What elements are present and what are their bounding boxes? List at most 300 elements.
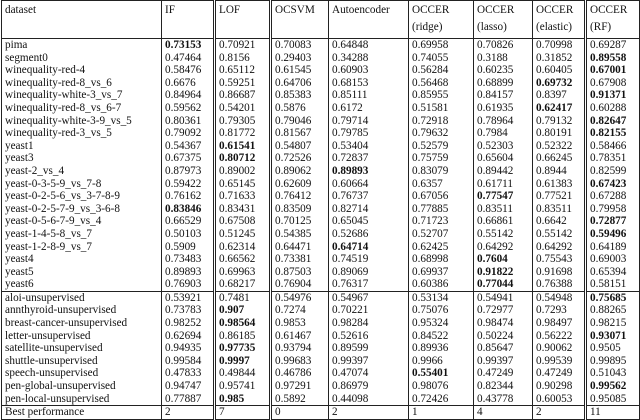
cell: 0.51245 [215,228,271,241]
results-table [1,0,640,420]
cell: 0.60664 [329,178,409,191]
best-value: 0.62417 [536,101,573,114]
cell: 0.76162 [162,190,215,203]
dataset-name: aloi-unsupervised [2,291,162,304]
best-value: 0.61541 [219,139,256,152]
cell: 0.8944 [533,165,586,178]
column-header: OCSVM [271,1,329,39]
cell [586,115,640,128]
cell: 0.52579 [409,140,474,153]
dataset-name: speech-unsupervised [2,367,162,380]
cell: 0.9966 [409,355,474,368]
cell: 0.65394 [586,266,640,279]
column-header: Autoencoder [329,1,409,39]
cell: 0.67288 [586,190,640,203]
cell: 0.47249 [533,367,586,380]
dataset-name: winequality-red-8_vs_6-7 [2,102,162,115]
dataset-name: segment0 [2,52,162,65]
cell: 0.53921 [162,291,215,304]
cell: 0.95085 [586,393,640,406]
cell: 0.61545 [271,64,329,77]
cell [533,102,586,115]
best-value: 0.59496 [590,227,627,240]
cell: 0.54967 [329,291,409,304]
cell: 0.67056 [409,190,474,203]
cell: 0.87973 [162,165,215,178]
best-value: 0.7604 [477,253,508,266]
cell [474,253,533,266]
cell: 0.68998 [409,253,474,266]
table-row [2,152,640,165]
dataset-name: shuttle-unsupervised [2,355,162,368]
cell: 0.54976 [271,291,329,304]
table-row [2,102,640,115]
cell [474,190,533,203]
cell [215,317,271,330]
table-row [2,89,640,102]
best-value: 0.82647 [590,114,627,127]
cell: 0.9853 [271,317,329,330]
cell: 0.43778 [474,393,533,406]
cell: 0 [271,406,329,420]
cell: 0.62609 [271,178,329,191]
cell [162,203,215,216]
cell: 0.58466 [586,140,640,153]
dataset-name: yeast-2_vs_4 [2,165,162,178]
cell: 0.52303 [474,140,533,153]
cell [586,178,640,191]
dataset-name: breast-cancer-unsupervised [2,317,162,330]
cell: 0.68153 [329,77,409,90]
cell: 0.76903 [162,278,215,291]
column-header: LOF [215,1,271,39]
cell: 0.94747 [162,380,215,393]
cell: 0.58476 [162,64,215,77]
cell: 0.80361 [162,115,215,128]
best-value: 0.67001 [590,64,627,77]
cell: 0.71633 [215,190,271,203]
cell: 0.52707 [409,228,474,241]
cell: 0.61711 [474,178,533,191]
cell: 0.3188 [474,52,533,65]
cell: 0.75759 [409,152,474,165]
cell: 0.46786 [271,367,329,380]
cell: 0.60386 [409,278,474,291]
cell [474,266,533,279]
table-row [2,241,640,254]
cell: 0.47074 [329,367,409,380]
best-value: 0.64714 [332,240,369,253]
cell: 0.83431 [215,203,271,216]
cell: 0.81567 [271,127,329,140]
cell: 0.93794 [271,342,329,355]
cell: 0.80191 [533,127,586,140]
cell: 0.59562 [162,102,215,115]
best-value: 0.55401 [412,367,449,380]
best-value: 0.89558 [590,51,627,64]
cell: 0.66861 [474,215,533,228]
dataset-name: yeast4 [2,253,162,266]
cell: 0.70221 [329,304,409,317]
cell: 0.79785 [329,127,409,140]
dataset-name: pen-global-unsupervised [2,380,162,393]
column-header: IF [162,1,215,39]
cell [533,77,586,90]
cell: 0.89002 [215,165,271,178]
cell: 0.87503 [271,266,329,279]
best-value: 0.80712 [219,152,256,165]
cell: 0.6642 [533,215,586,228]
cell: 0.60235 [474,64,533,77]
column-header: OCCER (lasso) [474,1,533,39]
cell: 0.89062 [271,165,329,178]
best-value: 0.77547 [477,190,514,203]
cell: 0.66529 [162,215,215,228]
cell: 0.85955 [409,89,474,102]
cell: 0.94935 [162,342,215,355]
cell: 0.85647 [474,342,533,355]
best-value: 0.89893 [332,164,369,177]
table-row [2,64,640,77]
dataset-name: Best performance [2,406,162,420]
cell [586,330,640,343]
cell: 0.5892 [271,393,329,406]
column-header: OCCER (ridge) [409,1,474,39]
cell: 0.72837 [329,152,409,165]
cell: 0.70998 [533,39,586,52]
cell: 4 [474,406,533,420]
table-row [2,367,640,380]
cell: 0.51043 [586,367,640,380]
cell: 0.70921 [215,39,271,52]
cell: 0.59422 [162,178,215,191]
cell [409,367,474,380]
cell [586,52,640,65]
best-value: 0.907 [219,304,245,317]
cell: 0.78964 [474,115,533,128]
cell [586,380,640,393]
cell: 0.99683 [271,355,329,368]
cell: 0.60053 [533,393,586,406]
cell [474,278,533,291]
cell: 0.69963 [215,266,271,279]
table-row [2,342,640,355]
table-row [2,228,640,241]
cell: 0.60903 [329,64,409,77]
cell: 0.70826 [474,39,533,52]
cell: 0.73381 [271,253,329,266]
cell: 0.61467 [271,330,329,343]
cell: 0.53404 [329,140,409,153]
cell: 0.72977 [474,304,533,317]
table-row [2,304,640,317]
cell: 0.99539 [533,355,586,368]
table-row [2,215,640,228]
cell: 0.89069 [329,266,409,279]
dataset-name: yeast1 [2,140,162,153]
cell: 0.76317 [329,278,409,291]
best-value: 0.97735 [219,342,256,355]
header-row [2,1,640,39]
cell: 0.64706 [271,77,329,90]
dataset-name: yeast-0-2-5-7-9_vs_3-6-8 [2,203,162,216]
cell: 0.54941 [474,291,533,304]
cell: 0.79958 [586,203,640,216]
cell: 0.79046 [271,115,329,128]
cell: 0.54948 [533,291,586,304]
cell [215,140,271,153]
best-value: 0.985 [219,392,245,405]
cell: 0.9505 [586,342,640,355]
cell: 0.75543 [533,253,586,266]
cell: 0.47833 [162,367,215,380]
cell: 0.83511 [474,203,533,216]
cell: 0.61935 [474,102,533,115]
cell: 0.51581 [409,102,474,115]
cell: 0.89599 [329,342,409,355]
cell: 0.75076 [409,304,474,317]
best-value: 0.75685 [590,291,627,304]
cell: 0.65112 [215,64,271,77]
dataset-name: yeast6 [2,278,162,291]
cell: 0.64471 [271,241,329,254]
cell: 0.64292 [474,241,533,254]
cell: 0.84964 [162,89,215,102]
cell [215,355,271,368]
best-value: 0.67423 [590,177,627,190]
cell: 0.86185 [215,330,271,343]
cell: 0.64292 [533,241,586,254]
cell: 0.61383 [533,178,586,191]
cell: 0.66562 [215,253,271,266]
cell: 0.79632 [409,127,474,140]
cell: 0.55142 [474,228,533,241]
cell: 0.77887 [162,393,215,406]
dataset-name: yeast-0-3-5-9_vs_7-8 [2,178,162,191]
cell: 0.70125 [271,215,329,228]
best-value: 0.83846 [165,202,202,215]
cell: 0.72526 [271,152,329,165]
table-row [2,140,640,153]
cell: 0.66245 [533,152,586,165]
cell: 0.68899 [474,77,533,90]
cell: 0.98474 [474,317,533,330]
dataset-name: yeast-0-5-6-7-9_vs_4 [2,215,162,228]
table-row [2,266,640,279]
cell: 0.56222 [533,330,586,343]
best-value: 0.72877 [590,215,627,228]
cell: 0.84157 [474,89,533,102]
cell [162,39,215,52]
cell: 0.81772 [215,127,271,140]
table-row [2,393,640,406]
cell: 0.69003 [586,253,640,266]
cell [215,393,271,406]
cell: 0.98252 [162,317,215,330]
cell: 0.86979 [329,380,409,393]
cell: 0.69958 [409,39,474,52]
cell: 0.89936 [409,342,474,355]
cell: 0.69937 [409,266,474,279]
cell: 2 [162,406,215,420]
cell: 0.99584 [162,355,215,368]
cell: 0.70083 [271,39,329,52]
cell: 0.59251 [215,77,271,90]
best-value: 0.98564 [219,317,256,330]
cell: 0.83509 [271,203,329,216]
dataset-name: winequality-red-8_vs_6 [2,77,162,90]
cell: 0.69287 [586,39,640,52]
table-row [2,380,640,393]
cell: 0.7481 [215,291,271,304]
table-row [2,291,640,304]
cell [586,215,640,228]
cell: 0.79714 [329,115,409,128]
cell: 0.6172 [329,102,409,115]
cell [586,127,640,140]
dataset-name: yeast5 [2,266,162,279]
cell: 0.90298 [533,380,586,393]
cell: 0.34288 [329,52,409,65]
table-row [2,253,640,266]
cell: 0.7274 [271,304,329,317]
cell: 0.67508 [215,215,271,228]
cell: 0.47464 [162,52,215,65]
cell: 0.8397 [533,89,586,102]
cell: 0.91698 [533,266,586,279]
cell: 0.82599 [586,165,640,178]
cell: 0.49844 [215,367,271,380]
table-row [2,330,640,343]
cell: 0.67375 [162,152,215,165]
dataset-name: winequality-white-3-9_vs_5 [2,115,162,128]
dataset-name: yeast3 [2,152,162,165]
cell: 0.7984 [474,127,533,140]
table-row [2,355,640,368]
dataset-name: pen-local-unsupervised [2,393,162,406]
best-value: 0.77044 [477,278,514,291]
cell: 0.56284 [409,64,474,77]
best-value: 0.99562 [590,380,627,393]
cell: 0.78351 [586,152,640,165]
table-row [2,127,640,140]
cell: 0.79092 [162,127,215,140]
cell: 0.79132 [533,115,586,128]
table-row [2,77,640,90]
column-header: OCCER (RF) [586,1,640,39]
cell: 11 [586,406,640,420]
cell: 0.54385 [271,228,329,241]
best-value: 0.91822 [477,265,514,278]
cell: 0.84522 [409,330,474,343]
cell: 0.54367 [162,140,215,153]
dataset-name: yeast-1-4-5-8_vs_7 [2,228,162,241]
cell: 0.55142 [533,228,586,241]
cell: 0.88265 [586,304,640,317]
cell: 0.90062 [533,342,586,355]
cell: 0.77885 [409,203,474,216]
cell: 0.74055 [409,52,474,65]
cell: 0.56468 [409,77,474,90]
cell [215,152,271,165]
cell: 0.85111 [329,89,409,102]
best-value: 0.91371 [590,89,627,102]
best-value: 0.93071 [590,329,627,342]
cell: 0.76904 [271,278,329,291]
table-row [2,52,640,65]
cell: 0.89893 [162,266,215,279]
cell: 1 [409,406,474,420]
cell: 0.85383 [271,89,329,102]
cell: 0.97291 [271,380,329,393]
cell: 0.99397 [329,355,409,368]
column-header: dataset [2,1,162,39]
dataset-name: yeast-0-2-5-6_vs_3-7-8-9 [2,190,162,203]
cell: 0.76388 [533,278,586,291]
cell [215,304,271,317]
best-value: 0.82155 [590,127,627,140]
cell: 0.31852 [533,52,586,65]
cell: 0.53134 [409,291,474,304]
cell: 0.7293 [533,304,586,317]
cell: 0.5909 [162,241,215,254]
cell: 0.29403 [271,52,329,65]
table-row [2,278,640,291]
cell: 0.65145 [215,178,271,191]
cell: 0.44098 [329,393,409,406]
best-performance-row [2,406,640,420]
cell [215,342,271,355]
column-header: OCCER (elastic) [533,1,586,39]
cell: 2 [329,406,409,420]
cell: 0.60405 [533,64,586,77]
cell: 0.50103 [162,228,215,241]
cell: 0.76412 [271,190,329,203]
cell: 2 [533,406,586,420]
cell: 0.6357 [409,178,474,191]
cell: 0.5876 [271,102,329,115]
cell: 0.65045 [329,215,409,228]
table-row [2,203,640,216]
cell: 0.52616 [329,330,409,343]
cell: 0.68217 [215,278,271,291]
cell: 0.76737 [329,190,409,203]
cell [586,291,640,304]
cell: 0.67908 [586,77,640,90]
cell: 0.99895 [586,355,640,368]
dataset-name: winequality-white-3_vs_7 [2,89,162,102]
cell [586,228,640,241]
best-value: 0.69732 [536,76,573,89]
cell: 0.62694 [162,330,215,343]
dataset-name: winequality-red-3_vs_5 [2,127,162,140]
cell: 7 [215,406,271,420]
dataset-name: letter-unsupervised [2,330,162,343]
dataset-name: satellite-unsupervised [2,342,162,355]
dataset-name: yeast-1-2-8-9_vs_7 [2,241,162,254]
cell: 0.47249 [474,367,533,380]
cell: 0.71723 [409,215,474,228]
dataset-name: winequality-red-4 [2,64,162,77]
table-row [2,115,640,128]
cell: 0.58151 [586,278,640,291]
cell [586,64,640,77]
cell: 0.98215 [586,317,640,330]
cell: 0.77521 [533,190,586,203]
cell: 0.54807 [271,140,329,153]
dataset-name: pima [2,39,162,52]
cell: 0.98076 [409,380,474,393]
